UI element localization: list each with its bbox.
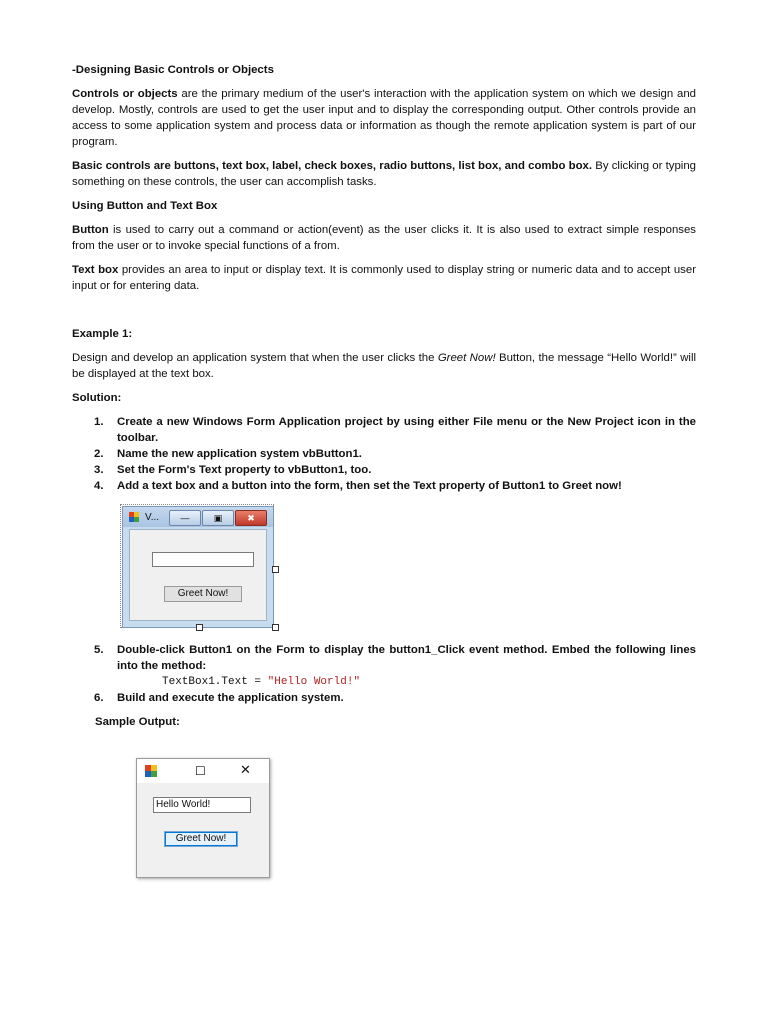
title-bar [123, 507, 273, 527]
example-text: Button, the message “Hello World!” will be displayed at the text box. [72, 352, 697, 380]
close-icon[interactable]: ✖ [235, 510, 267, 526]
code-string: "Hello World!" [267, 676, 361, 688]
resize-handle[interactable] [272, 624, 279, 631]
list-item [72, 642, 696, 674]
paragraph-textbox [72, 262, 696, 294]
step-number: 1. [94, 416, 104, 428]
steps-list [72, 414, 696, 494]
list-item [72, 462, 696, 478]
resize-handle[interactable] [272, 566, 279, 573]
example-italic: Greet Now! [437, 352, 496, 364]
step-text: Double-click Button1 on the Form to display the button1_Click event method. Embed the following lines into the method: [117, 644, 696, 672]
solution-label: Solution: [72, 392, 122, 404]
maximize-icon[interactable]: ▣ [202, 510, 234, 526]
document-body [72, 62, 696, 730]
list-item [72, 446, 696, 462]
step-number: 5. [94, 644, 104, 656]
step-text: Add a text box and a button into the form, then set the Text property of Button1 to Greet now! [117, 480, 622, 492]
greet-now-button[interactable]: Greet Now! [164, 586, 242, 602]
code-line [72, 674, 696, 690]
output-textbox[interactable]: Hello World! [153, 797, 251, 813]
sample-output-window [136, 758, 270, 878]
bold-term: Button [72, 224, 109, 236]
form-client-area [129, 529, 267, 621]
list-item [72, 414, 696, 446]
code-text: TextBox1.Text = [162, 676, 268, 688]
step-number: 2. [94, 448, 104, 460]
textbox1[interactable] [152, 552, 254, 567]
step-number: 4. [94, 480, 104, 492]
steps-list-continued [72, 642, 696, 674]
paragraph-text: provides an area to input or display text. It is commonly used to display string or numeric data and to accept user input or for entering data. [72, 264, 696, 292]
designer-form-screenshot [118, 502, 280, 630]
step-text: Name the new application system vbButton1. [117, 448, 362, 460]
paragraph-text: is used to carry out a command or action(event) as the user clicks it. It is also used to extract simple responses from the user or to invoke special functions of a from. [72, 224, 696, 252]
bold-term: Basic controls are buttons, text box, label, check boxes, radio buttons, list box, and combo box. [72, 160, 593, 172]
paragraph-controls [72, 86, 696, 150]
window-title: V... [145, 512, 160, 523]
step-text: Build and execute the application system. [117, 692, 344, 704]
designer-window [122, 506, 274, 628]
section-heading: -Designing Basic Controls or Objects [72, 64, 274, 76]
bold-term: Controls or objects [72, 88, 178, 100]
title-bar [137, 759, 269, 783]
example-title: Example 1: [72, 328, 133, 340]
app-icon [129, 512, 139, 522]
resize-handle[interactable] [196, 624, 203, 631]
greet-now-button[interactable]: Greet Now! [165, 832, 237, 846]
steps-list-final [72, 690, 696, 706]
paragraph-text: are the primary medium of the user's interaction with the application system on which we design and develop. Mostly, controls are used to get the user input and to display the corresponding output. Other controls provide an access to some application system and process data or information as though the remote application system is part of our program. [72, 88, 696, 148]
list-item [72, 690, 696, 706]
sample-output-label: Sample Output: [95, 716, 180, 728]
example-description [72, 350, 696, 382]
example-text: Design and develop an application system that when the user clicks the [72, 352, 438, 364]
maximize-icon[interactable]: ☐ [195, 764, 206, 778]
step-text: Set the Form's Text property to vbButton1, too. [117, 464, 372, 476]
bold-term: Text box [72, 264, 119, 276]
step-number: 3. [94, 464, 104, 476]
step-number: 6. [94, 692, 104, 704]
subheading: Using Button and Text Box [72, 200, 218, 212]
step-text: Create a new Windows Form Application project by using either File menu or the New Project icon in the toolbar. [117, 416, 696, 444]
paragraph-basic-controls [72, 158, 696, 190]
paragraph-button [72, 222, 696, 254]
list-item [72, 478, 696, 494]
minimize-icon[interactable]: — [169, 510, 201, 526]
app-icon [145, 765, 157, 777]
close-icon[interactable]: ✕ [240, 762, 251, 777]
paragraph-text: By clicking or typing something on these controls, the user can accomplish tasks. [72, 160, 696, 188]
